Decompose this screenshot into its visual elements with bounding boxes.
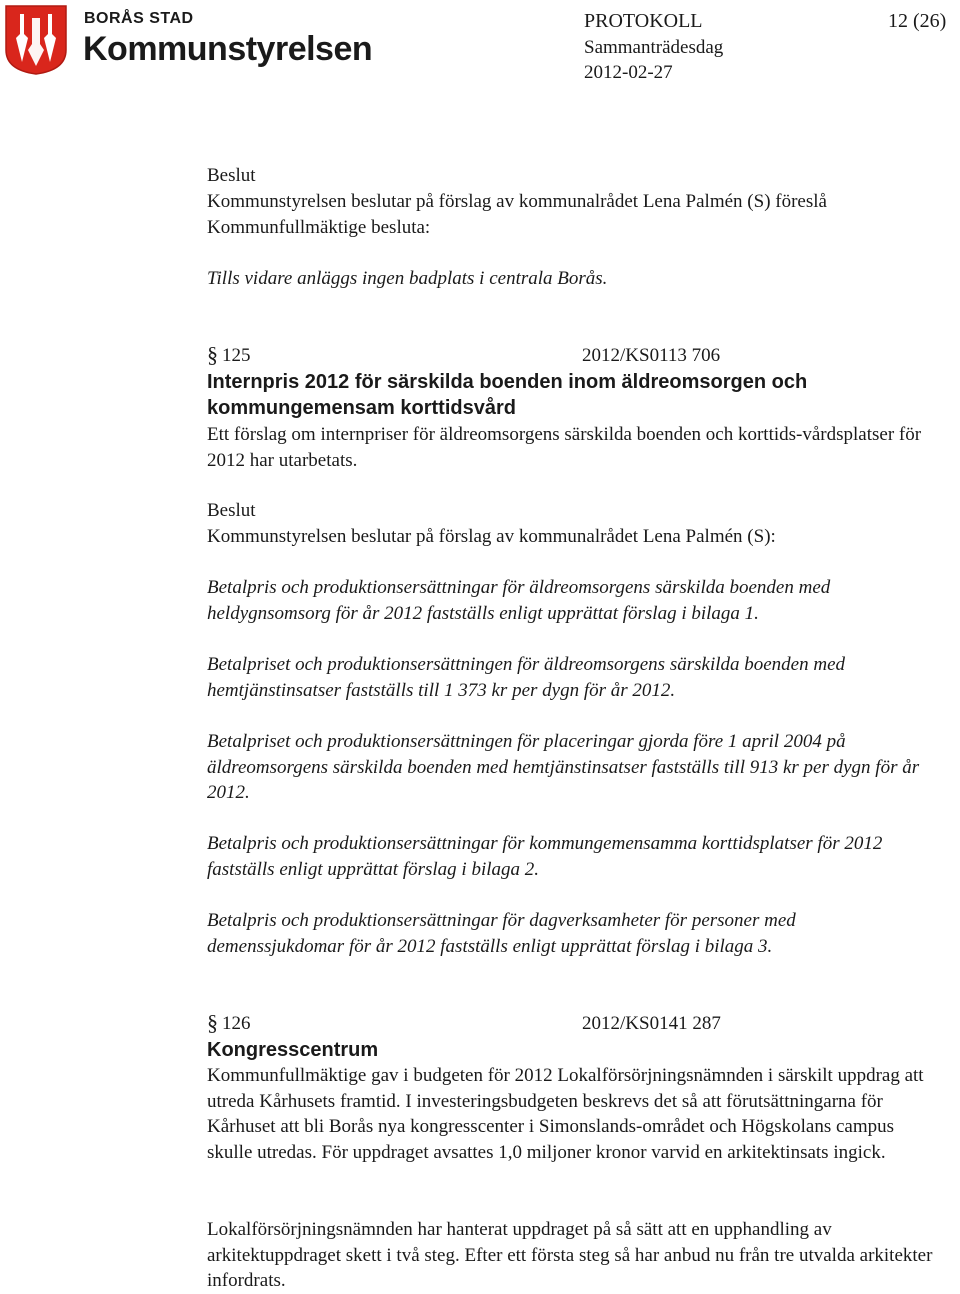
page-number: 12 (26) — [888, 10, 947, 32]
section-title: Kongresscentrum — [207, 1039, 379, 1061]
decision-item: Betalpriset och produktionsersättningen för placeringar gjorda före 1 april 2004 på äldreomsorgens särskilda boenden med hemtjänstinsatser fastställs till 913 kr per dygn för år 2012. — [207, 731, 920, 803]
section-paragraph: Kommunfullmäktige gav i budgeten för 2012 Lokalförsörjningsnämnden i särskilt uppdrag att utreda Kårhusets framtid. I investeringsbudgeten beskrevs det så att förutsättningarna för Kårhuset att bli Borås nya kongresscenter i Simonslands-området och Högskolans campus skulle utredas. För uppdraget avsattes 1,0 miljoner kronor varvid en arkitektinsats ingick. — [207, 1065, 924, 1163]
section-title: Internpris 2012 för särskilda boenden inom äldreomsorgen och kommungemensam korttidsvård — [207, 371, 808, 419]
section-intro: Ett förslag om internpriser för äldreomsorgens särskilda boenden och korttids-vårdsplatser för 2012 har utarbetats. — [207, 424, 922, 471]
decision-text: Tills vidare anläggs ingen badplats i centrala Borås. — [207, 268, 608, 289]
diary-number: 2012/KS0113 706 — [582, 345, 721, 366]
meeting-label: Sammanträdesdag — [584, 37, 724, 58]
section-number: 125 — [222, 345, 251, 366]
organization-name: Kommunstyrelsen — [83, 30, 373, 68]
decision-item: Betalpris och produktionsersättningar för kommungemensamma korttidsplatser för 2012 fastställs enligt upprättat förslag i bilaga 2. — [207, 833, 883, 880]
decision-item: Betalpris och produktionsersättningar för äldreomsorgens särskilda boenden med heldygnsomsorg för år 2012 fastställs enligt upprättat förslag i bilaga 1. — [207, 577, 831, 624]
meeting-date: 2012-02-27 — [584, 62, 673, 83]
section-mark: § — [207, 342, 218, 367]
beslut-heading: Beslut — [207, 165, 256, 186]
decision-item: Betalpriset och produktionsersättningen för äldreomsorgens särskilda boenden med hemtjänstinsatser fastställs till 1 373 kr per dygn för år 2012. — [207, 654, 846, 701]
city-name: BORÅS STAD — [84, 10, 194, 27]
beslut-text: Kommunstyrelsen beslutar på förslag av kommunalrådet Lena Palmén (S) föreslå Kommunfullmäktige besluta: — [207, 191, 827, 238]
section-paragraph: Lokalförsörjningsnämnden har hanterat uppdraget på så sätt att en upphandling av arkitektuppdraget skett i två steg. Efter ett första steg så har anbud nu från tre utvalda arkitekter infordrats. — [207, 1219, 933, 1291]
beslut-heading: Beslut — [207, 500, 256, 521]
diary-number: 2012/KS0141 287 — [582, 1013, 721, 1034]
section-number: 126 — [222, 1013, 251, 1034]
boras-stad-logo — [4, 4, 373, 76]
beslut-text: Kommunstyrelsen beslutar på förslag av kommunalrådet Lena Palmén (S): — [207, 526, 776, 547]
decision-item: Betalpris och produktionsersättningar för dagverksamheter för personer med demenssjukdomar för år 2012 fastställs enligt upprättat förslag i bilaga 3. — [207, 910, 796, 957]
document-type: PROTOKOLL — [584, 10, 703, 32]
coat-of-arms-icon — [4, 4, 68, 76]
section-mark: § — [207, 1010, 218, 1035]
